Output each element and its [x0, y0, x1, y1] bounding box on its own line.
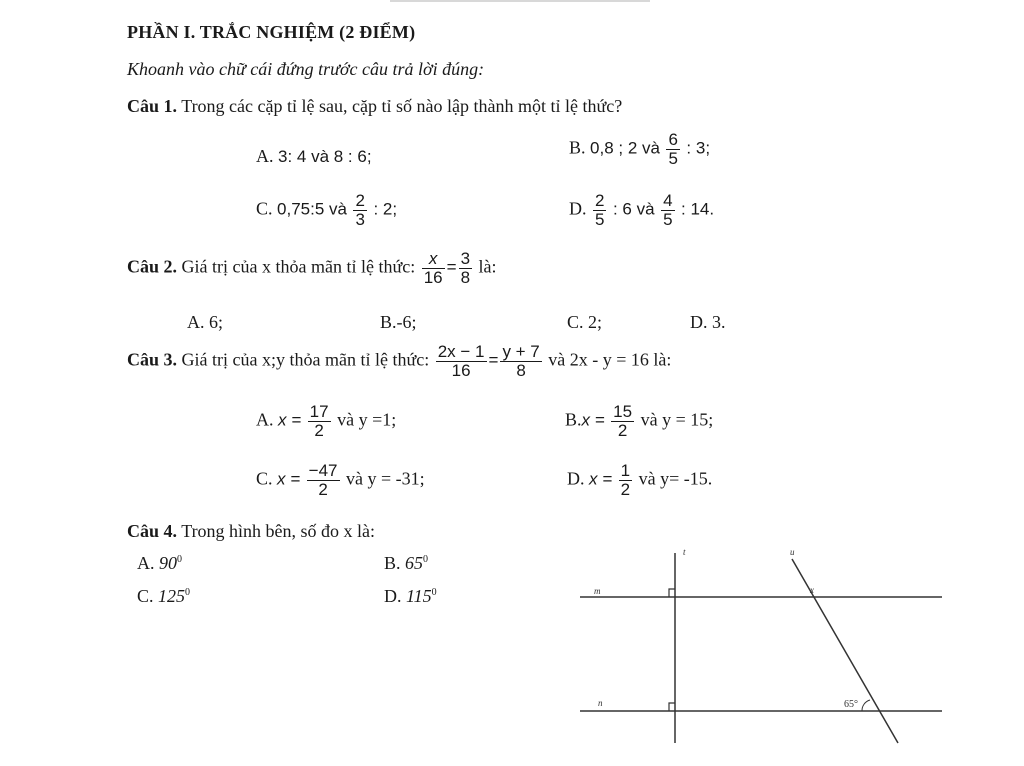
question-1-text: Trong các cặp tỉ lệ sau, cặp tỉ số nào lập thành một tỉ lệ thức? [181, 96, 623, 116]
option-text: x = [277, 469, 301, 489]
geometry-figure [580, 545, 950, 750]
q3-option-a[interactable] [256, 403, 396, 440]
option-text: : 6 và [612, 199, 655, 219]
section-title: PHẦN I. TRẮC NGHIỆM (2 ĐIỂM) [127, 22, 416, 42]
option-letter: D. [384, 586, 402, 606]
q3-option-c[interactable] [256, 462, 425, 499]
option-text: và y =1; [337, 409, 397, 430]
question-2 [127, 250, 497, 287]
q2-option-a[interactable]: A. 6; [187, 312, 223, 332]
q1-option-b[interactable] [569, 131, 710, 168]
q3-option-d[interactable] [567, 462, 712, 499]
option-letter: B. [565, 409, 582, 430]
fraction: $\frac{4}{5}$ [663, 191, 673, 229]
fraction: $\frac{1}{2}$ [620, 461, 631, 499]
option-text: và y = -31; [346, 468, 425, 489]
q3-option-b[interactable] [565, 403, 713, 440]
option-text: 3: 4 và 8 : 6; [278, 147, 372, 166]
option-letter: A. [137, 553, 155, 573]
option-value: 125 [158, 586, 186, 606]
fraction: $\frac{3}{8}$ [460, 249, 471, 287]
angle-arc [862, 700, 870, 711]
fraction: $\frac{17}{2}$ [309, 402, 329, 440]
q4-option-b[interactable] [384, 553, 428, 574]
q1-option-a[interactable] [256, 146, 372, 167]
option-text: 0,75:5 và [277, 199, 347, 219]
question-3-text: Giá trị của x;y thỏa mãn tỉ lệ thức: [181, 349, 430, 370]
option-letter: A. [256, 146, 274, 166]
option-text: và y = 15; [640, 409, 714, 430]
question-4-label: Câu 4. [127, 521, 178, 541]
label-angle-65: 65° [844, 699, 858, 710]
line-u [792, 559, 898, 743]
label-t: t [683, 547, 686, 557]
option-letter: C. [137, 586, 154, 606]
fraction: $\frac{2}{5}$ [595, 191, 605, 229]
option-text: x = [581, 410, 605, 430]
right-angle-mark-bottom [669, 703, 675, 711]
equals-sign: = [446, 257, 457, 277]
option-letter: B. [384, 553, 401, 573]
question-2-text: Giá trị của x thỏa mãn tỉ lệ thức: [181, 256, 416, 277]
question-3-label: Câu 3. [127, 349, 178, 370]
option-letter: C. [256, 198, 273, 219]
right-angle-mark-top [669, 589, 675, 597]
q2-option-b[interactable]: B.-6; [380, 312, 417, 332]
degree-mark: 0 [423, 554, 429, 565]
option-letter: B. [569, 137, 586, 158]
fraction: $\frac{6}{5}$ [668, 130, 678, 168]
degree-mark: 0 [177, 554, 182, 565]
fraction: $\frac{2}{3}$ [355, 191, 365, 229]
label-n: n [598, 698, 603, 708]
q1-option-c[interactable] [256, 192, 397, 229]
option-letter: A. [256, 409, 274, 430]
fraction: $\frac{y + 7}{8}$ [502, 342, 540, 380]
option-text: 0,8 ; 2 và [590, 138, 660, 158]
option-letter: D. [567, 468, 585, 489]
q4-option-d[interactable] [384, 586, 437, 607]
question-4-text: Trong hình bên, số đo x là: [181, 521, 376, 541]
option-text: x = [278, 410, 302, 430]
option-letter: C. [256, 468, 273, 489]
option-text: : 14. [681, 199, 715, 219]
top-edge-line [390, 0, 650, 2]
label-u: u [790, 547, 795, 557]
q2-option-d[interactable]: D. 3. [690, 312, 726, 332]
equals-sign: = [488, 350, 499, 370]
option-value: 115 [406, 586, 432, 606]
degree-mark: 0 [185, 587, 191, 598]
fraction: $\frac{x}{16}$ [423, 249, 443, 287]
label-m: m [594, 586, 601, 596]
option-value: 90 [159, 553, 177, 573]
option-text: : 3; [686, 138, 711, 158]
q1-option-d[interactable] [569, 192, 714, 229]
question-3-post: và 2x - y = 16 là: [548, 349, 672, 370]
fraction: $\frac{-47}{2}$ [308, 461, 338, 499]
q2-option-c[interactable]: C. 2; [567, 312, 603, 332]
fraction: $\frac{15}{2}$ [613, 402, 633, 440]
option-text: : 2; [373, 199, 398, 219]
fraction: $\frac{2x - 1}{16}$ [437, 342, 485, 380]
instruction: Khoanh vào chữ cái đứng trước câu trả lời đúng: [127, 59, 485, 79]
label-x: x [810, 585, 814, 595]
option-text: x = [589, 469, 613, 489]
question-1-label: Câu 1. [127, 96, 178, 116]
question-2-post: là: [478, 256, 497, 277]
question-2-label: Câu 2. [127, 256, 178, 277]
question-1 [127, 96, 622, 117]
q4-option-c[interactable] [137, 586, 190, 607]
q4-option-a[interactable] [137, 553, 182, 574]
question-4 [127, 521, 375, 542]
option-value: 65 [405, 553, 424, 573]
degree-mark: 0 [431, 587, 437, 598]
option-letter: D. [569, 198, 587, 219]
option-text: và y= -15. [638, 468, 713, 489]
question-3 [127, 343, 671, 380]
